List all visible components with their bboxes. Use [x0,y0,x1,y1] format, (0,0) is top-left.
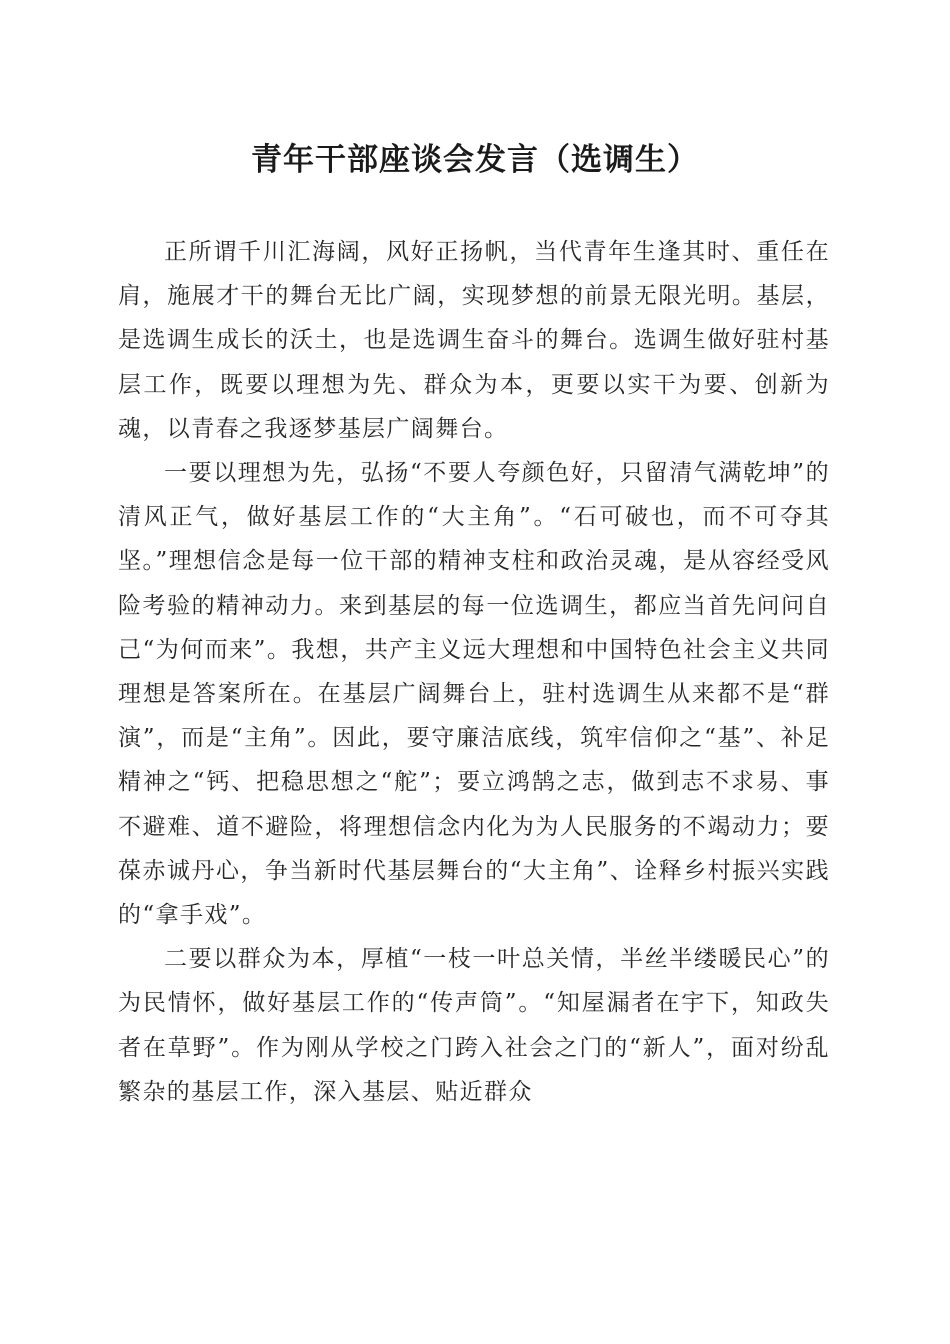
body-paragraph-1: 正所谓千川汇海阔，风好正扬帆，当代青年生逢其时、重任在肩，施展才干的舞台无比广阔，实现梦想的前景无限光明。基层，是选调生成长的沃土，也是选调生奋斗的舞台。选调生做好驻村基层工作，既要以理想为先、群众为本，更要以实干为要、创新为魂，以青春之我逐梦基层广阔舞台。 [118,239,830,442]
body-paragraph-3: 二要以群众为本，厚植“一枝一叶总关情，半丝半缕暖民心”的为民情怀，做好基层工作的“传声筒”。“知屋漏者在宇下，知政失者在草野”。作为刚从学校之门跨入社会之门的“新人”，面对纷乱繁杂的基层工作，深入基层、贴近群众 [118,946,830,1105]
document-body [118,230,830,1114]
body-paragraph-2: 一要以理想为先，弘扬“不要人夸颜色好，只留清气满乾坤”的清风正气，做好基层工作的“大主角”。“石可破也，而不可夺其坚。”理想信念是每一位干部的精神支柱和政治灵魂，是从容经受风险考验的精神动力。来到基层的每一位选调生，都应当首先问问自己“为何而来”。我想，共产主义远大理想和中国特色社会主义共同理想是答案所在。在基层广阔舞台上，驻村选调生从来都不是“群演”，而是“主角”。因此，要守廉洁底线，筑牢信仰之“基”、补足精神之“钙、把稳思想之“舵”；要立鸿鹄之志，做到志不求易、事不避难、道不避险，将理想信念内化为为人民服务的不竭动力；要葆赤诚丹心，争当新时代基层舞台的“大主角”、诠释乡村振兴实践的“拿手戏”。 [118,460,830,929]
document-title: 青年干部座谈会发言（选调生） [251,142,699,178]
